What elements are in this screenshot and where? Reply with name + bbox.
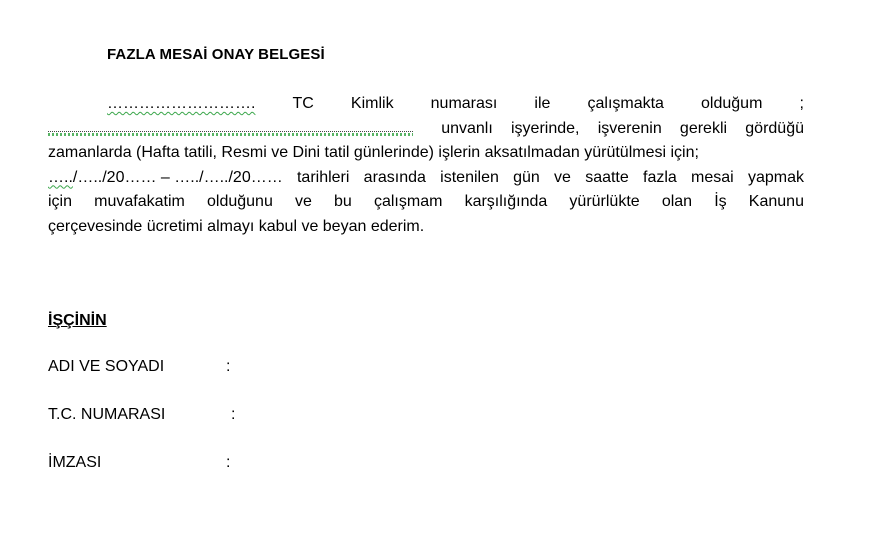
field-colon: : [226, 454, 231, 471]
word: çalışmam [373, 193, 443, 210]
field-label: T.C. NUMARASI [48, 406, 166, 423]
tc-number-field[interactable] [48, 406, 236, 424]
word: olduğunu [207, 193, 273, 210]
name-blank[interactable]: ………………………. [107, 95, 256, 112]
word: gerekli [679, 119, 728, 137]
word: tarihleri [296, 168, 350, 186]
word: mesai [691, 168, 734, 186]
field-label: ADI VE SOYADI [48, 358, 165, 375]
word: İş [714, 193, 727, 210]
word: için [48, 193, 73, 210]
word: çalışmakta [587, 95, 664, 112]
date-start-blank: ….. [48, 168, 73, 186]
word: karşılığında [464, 193, 548, 210]
word: arasında [363, 168, 426, 186]
word: istenilen [440, 168, 499, 186]
worker-section-heading: İŞÇİNİN [48, 312, 107, 329]
date-rest-blank: /…../20…… – …../…../20…… [72, 168, 283, 186]
paragraph-line-2 [48, 117, 804, 142]
word: yapmak [747, 168, 804, 186]
word: ve [294, 193, 312, 210]
signature-field[interactable] [48, 454, 231, 472]
word: unvanlı [441, 119, 493, 137]
word: Kanunu [748, 193, 804, 210]
word: yürürlükte [569, 193, 640, 210]
word: gördüğü [745, 119, 804, 137]
word: olduğum [701, 95, 763, 112]
workplace-blank[interactable] [48, 117, 413, 132]
word: muvafakatim [94, 193, 185, 210]
paragraph-line-4 [48, 166, 804, 191]
date-range-blank[interactable] [48, 166, 283, 191]
word: fazla [643, 168, 677, 186]
document-title: FAZLA MESAİ ONAY BELGESİ [107, 46, 325, 63]
word: Kimlik [350, 95, 394, 112]
word: TC [292, 95, 314, 112]
word: numarası [430, 95, 498, 112]
field-label: İMZASI [48, 454, 102, 471]
consent-paragraph [48, 92, 804, 239]
field-colon: : [226, 358, 231, 375]
paragraph-line-3: zamanlarda (Hafta tatili, Resmi ve Dini tatil günlerinde) işlerin aksatılmadan yürütülmesi için; [48, 144, 699, 161]
word: olan [661, 193, 693, 210]
word: işverenin [597, 119, 662, 137]
name-surname-field[interactable] [48, 358, 231, 376]
word: gün [513, 168, 540, 186]
word: işyerinde, [511, 119, 580, 137]
word: ile [534, 95, 551, 112]
paragraph-line-6: çerçevesinde ücretimi almayı kabul ve beyan ederim. [48, 217, 425, 235]
word: ve [554, 168, 571, 186]
paragraph-line-1 [48, 92, 804, 117]
word: ; [799, 95, 804, 112]
paragraph-line-5 [48, 190, 804, 215]
word: saatte [585, 168, 629, 186]
word: bu [334, 193, 352, 210]
field-colon: : [231, 406, 236, 423]
